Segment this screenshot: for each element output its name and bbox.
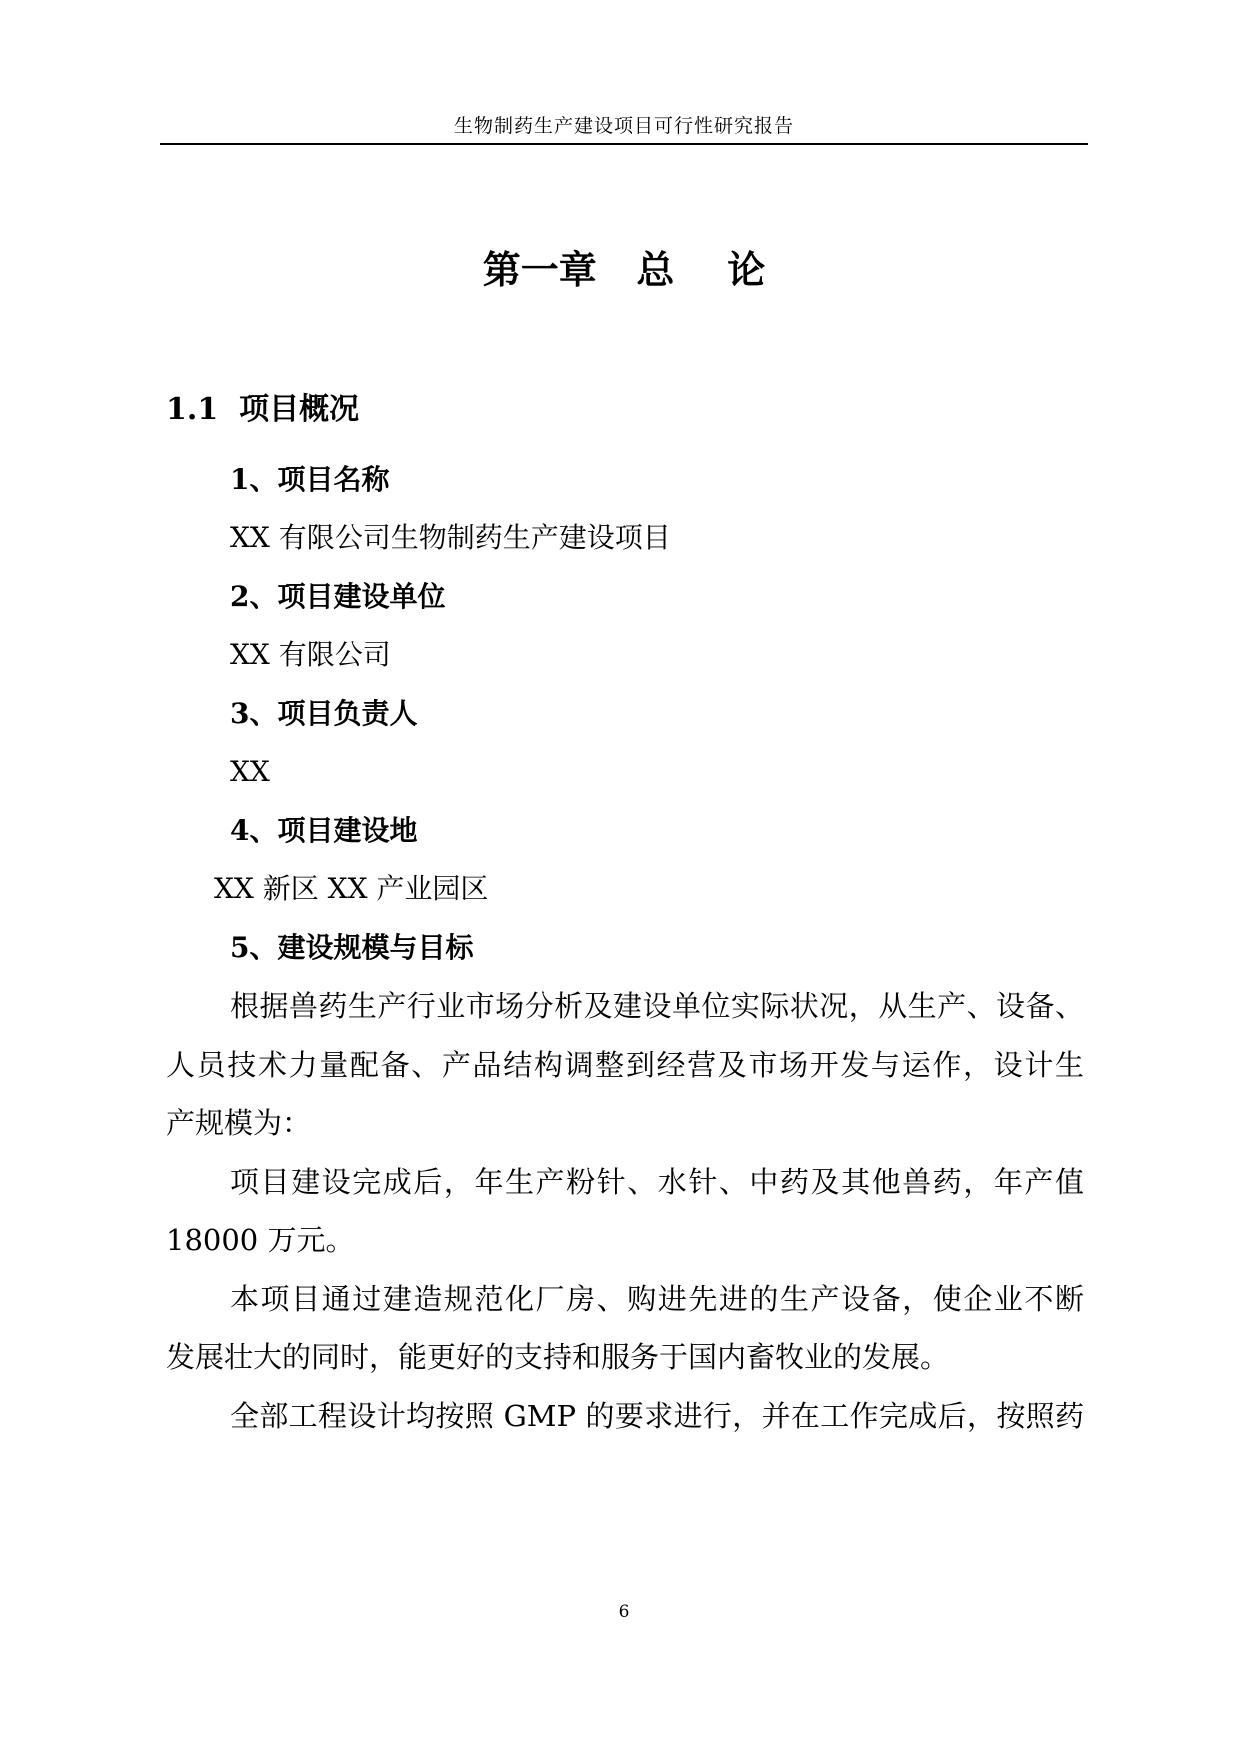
item-value-construction-site: XX 新区 XX 产业园区 bbox=[214, 872, 489, 905]
paragraph-line: 全部工程设计均按照 GMP 的要求进行，并在工作完成后，按照药 bbox=[230, 1399, 1084, 1433]
paragraph-line: 产规模为： bbox=[166, 1106, 312, 1140]
item-value-project-leader: XX bbox=[230, 755, 270, 788]
item-heading-project-name: 1、项目名称 bbox=[230, 463, 390, 496]
paragraph-line: 项目建设完成后，年生产粉针、水针、中药及其他兽药，年产值 bbox=[230, 1165, 1084, 1199]
item-value-construction-unit: XX 有限公司 bbox=[230, 638, 391, 671]
page-number: 6 bbox=[618, 1602, 630, 1622]
paragraph-line: 发展壮大的同时，能更好的支持和服务于国内畜牧业的发展。 bbox=[166, 1340, 950, 1374]
section-heading: 1.1 项目概况 bbox=[166, 392, 360, 427]
item-heading-construction-site: 4、项目建设地 bbox=[230, 814, 418, 847]
chapter-title: 第一章 总 论 bbox=[482, 247, 766, 292]
header-rule bbox=[160, 143, 1088, 145]
item-heading-construction-unit: 2、项目建设单位 bbox=[230, 580, 446, 613]
running-header: 生物制药生产建设项目可行性研究报告 bbox=[453, 115, 794, 137]
item-value-project-name: XX 有限公司生物制药生产建设项目 bbox=[230, 521, 671, 554]
item-heading-scale-and-goals: 5、建设规模与目标 bbox=[230, 931, 474, 964]
paragraph-line: 根据兽药生产行业市场分析及建设单位实际状况，从生产、设备、 bbox=[230, 989, 1084, 1023]
paragraph-line: 人员技术力量配备、产品结构调整到经营及市场开发与运作，设计生 bbox=[166, 1048, 1084, 1082]
paragraph-line: 本项目通过建造规范化厂房、购进先进的生产设备，使企业不断 bbox=[230, 1282, 1084, 1316]
item-heading-project-leader: 3、项目负责人 bbox=[230, 697, 418, 730]
paragraph-line: 18000 万元。 bbox=[166, 1223, 355, 1257]
